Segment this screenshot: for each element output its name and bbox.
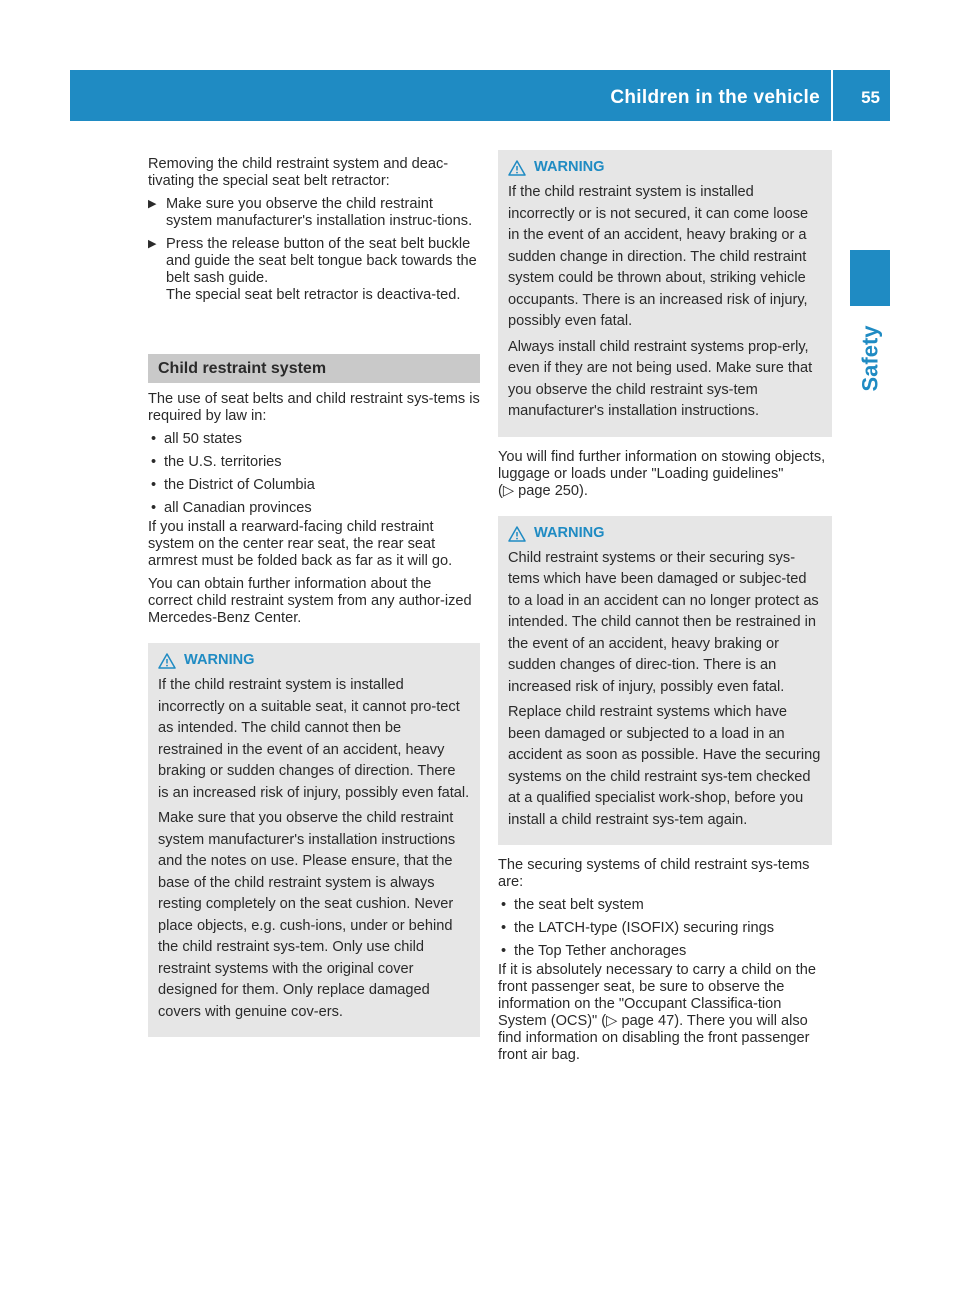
page-arrow-icon: ▷ bbox=[606, 1013, 618, 1029]
step-arrow-icon: ▶ bbox=[148, 198, 157, 210]
side-tab bbox=[852, 318, 888, 398]
list-item: • the Top Tether anchorages bbox=[498, 943, 832, 960]
warning-triangle-icon bbox=[508, 160, 526, 176]
warning-title: WARNING bbox=[534, 524, 605, 541]
list-item: • the U.S. territories bbox=[148, 454, 480, 471]
chapter-title: Children in the vehicle bbox=[610, 87, 820, 108]
warning-box: WARNING Child restraint systems or their securing sys-tems which have been damaged or subjec-ted to a load in an accident can no longer protect as intended. The child cannot then be restrained in the event of an accident, heavy braking or sudden changes of direc-tion. There is an increased risk of injury, possibly even fatal. Replace child restraint systems which have been damaged or subjected to a load in an accident as soon as possible. Have the securing systems on the child restraint sys-tem checked at a qualified specialist work-shop, before you install a child restraint sys-tem again. bbox=[498, 516, 832, 846]
bullet-icon: • bbox=[151, 500, 157, 516]
list-item: • the LATCH-type (ISOFIX) securing rings bbox=[498, 920, 832, 937]
stowing-paragraph: You will find further information on stowing objects, luggage or loads under "Loading guidelines" (▷ page 250). bbox=[498, 448, 826, 499]
securing-intro: The securing systems of child restraint sys-tems are: bbox=[498, 857, 810, 890]
side-tab-label: Safety bbox=[857, 324, 883, 392]
bullet-icon: • bbox=[501, 920, 507, 936]
header-divider bbox=[831, 70, 833, 121]
page-reference-link[interactable]: ▷ page 47). bbox=[606, 1013, 684, 1029]
warning-triangle-icon bbox=[508, 526, 526, 542]
instruction-step: ▶ Press the release button of the seat belt buckle and guide the seat belt tongue back towards the belt sash guide. The special seat belt retractor is deactiva-ted. bbox=[148, 236, 477, 303]
warning-box: WARNING If the child restraint system is installed incorrectly or is not secured, it can come loose in the event of an accident, heavy braking or a sudden change in direction. The child restraint system could be thrown about, striking vehicle occupants. There is an increased risk of injury, possibly even fatal. Always install child restraint systems prop-erly, even if they are not being used. Make sure that you observe the child restraint sys-tem manufacturer's installation instructions. bbox=[498, 150, 832, 437]
list-item: • the District of Columbia bbox=[148, 477, 480, 494]
list-item: • the seat belt system bbox=[498, 897, 832, 914]
list-item: • all 50 states bbox=[148, 431, 480, 448]
info-paragraph: You can obtain further information about the correct child restraint system from any author-ized Mercedes-Benz Center. bbox=[148, 576, 472, 626]
right-column bbox=[498, 150, 832, 1070]
page-arrow-icon: ▷ bbox=[502, 482, 515, 499]
rearward-facing-note: If you install a rearward-facing child restraint system on the center rear seat, the rear seat armrest must be folded back as far as it will go. bbox=[148, 519, 453, 569]
warning-title: WARNING bbox=[184, 652, 255, 669]
section-heading: Child restraint system bbox=[148, 354, 480, 383]
header-bar bbox=[70, 70, 890, 121]
bullet-icon: • bbox=[501, 897, 507, 913]
bullet-icon: • bbox=[151, 431, 157, 447]
warning-header bbox=[158, 651, 470, 671]
warning-header bbox=[508, 158, 822, 178]
ocs-paragraph: If it is absolutely necessary to carry a child on the front passenger seat, be sure to observe the information on the "Occupant Classifica-tion System (OCS)" (▷ page 47). There you will also find information on disabling the front passenger front air bag. bbox=[498, 962, 816, 1063]
bullet-icon: • bbox=[151, 454, 157, 470]
warning-triangle-icon bbox=[158, 653, 176, 669]
side-tab-marker bbox=[850, 250, 890, 306]
step-arrow-icon: ▶ bbox=[148, 238, 157, 250]
removal-intro: Removing the child restraint system and deac-tivating the special seat belt retractor: bbox=[148, 156, 449, 189]
bullet-icon: • bbox=[501, 943, 507, 959]
warning-header bbox=[508, 524, 822, 544]
left-column bbox=[148, 156, 480, 1049]
bullet-icon: • bbox=[151, 477, 157, 493]
page-number: 55 bbox=[861, 88, 880, 107]
instruction-step: ▶ Make sure you observe the child restraint system manufacturer's installation instruc-tions. bbox=[148, 196, 473, 229]
list-item: • all Canadian provinces bbox=[148, 500, 480, 517]
page-reference-link[interactable]: ▷ page 250). bbox=[502, 482, 588, 499]
warning-title: WARNING bbox=[534, 159, 605, 176]
warning-box: WARNING If the child restraint system is installed incorrectly on a suitable seat, it cannot pro-tect as intended. The child cannot then be restrained in the event of an accident, heavy braking or sudden changes of direction. There is an increased risk of injury, possibly even fatal. Make sure that you observe the child restraint system manufacturer's installation instructions and the notes on use. Please ensure, that the base of the child restraint system is always resting completely on the seat cushion. Never place objects, e.g. cush-ions, under or behind the child restraint sys-tem. Only use child restraint systems with the original cover designed for them. Only replace damaged covers with genuine cov-ers. bbox=[148, 643, 480, 1037]
law-intro: The use of seat belts and child restraint sys-tems is required by law in: bbox=[148, 391, 480, 424]
